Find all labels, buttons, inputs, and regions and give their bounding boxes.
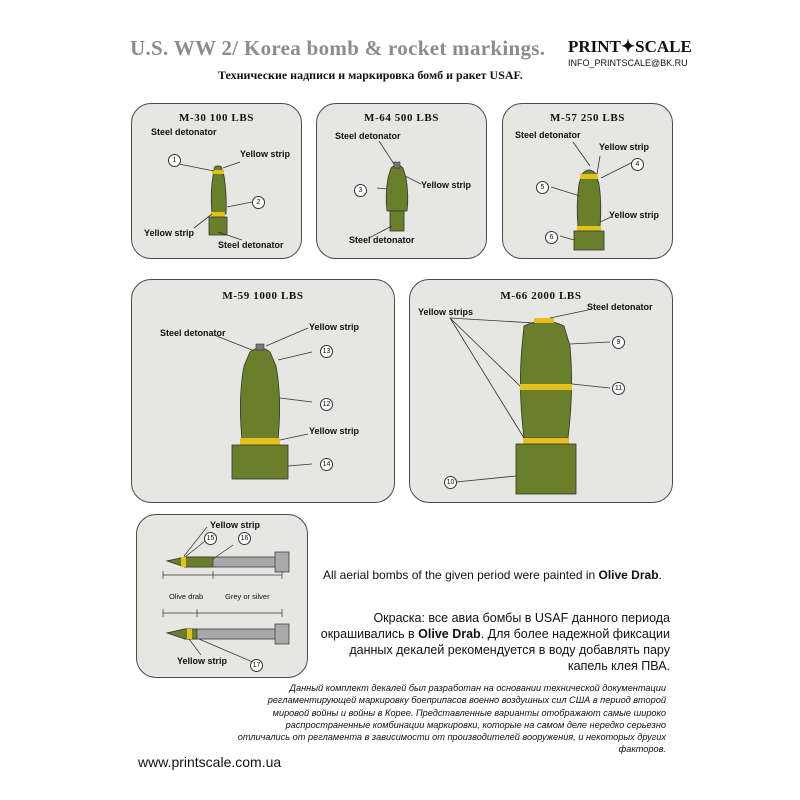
grey-or-silver-label: Grey or silver: [225, 592, 270, 601]
yellow-strip-label: Yellow strip: [609, 210, 660, 220]
panel-title: M-30 100 LBS: [178, 112, 255, 124]
callout-number: 13: [320, 345, 333, 358]
olive-drab-emphasis: Olive Drab: [598, 568, 659, 582]
panel-rocket: [136, 514, 308, 678]
callout-number: 6: [545, 231, 558, 244]
yellow-strip-label: Yellow strip: [421, 180, 472, 190]
page-subtitle: Технические надписи и маркировка бомб и ракет USAF.: [218, 68, 523, 82]
callout-number: 3: [354, 184, 367, 197]
yellow-strip-label: Yellow strip: [210, 520, 261, 530]
panel-m57: [502, 103, 673, 259]
panel-m59: [131, 279, 395, 503]
contact-email: INFO_PRINTSCALE@BK.RU: [568, 58, 688, 68]
panel-m64: [316, 103, 487, 259]
callout-number: 1: [168, 154, 181, 167]
callout-number: 4: [631, 158, 644, 171]
panel-title: M-59 1000 LBS: [222, 290, 304, 302]
yellow-strip-label: Yellow strip: [144, 228, 195, 238]
m59-bomb-drawing: [132, 280, 394, 502]
page-title: U.S. WW 2/ Korea bomb & rocket markings.: [130, 36, 546, 60]
paint-note-russian: Окраска: все авиа бомбы в USAF данного периода окрашивались в Olive Drab. Для более надежной фиксации данных декалей рекомендуется в воду добавлять пару капель клея ПВА.: [320, 611, 670, 673]
yellow-strip-label: Yellow strip: [240, 149, 291, 159]
callout-number: 5: [536, 181, 549, 194]
callout-number: 10: [444, 476, 457, 489]
callout-number: 11: [612, 382, 625, 395]
yellow-strips-label: Yellow strips: [418, 307, 474, 317]
callout-number: 14: [320, 458, 333, 471]
yellow-strip-label: Yellow strip: [177, 656, 228, 666]
olive-drab-label: Olive drab: [169, 592, 204, 601]
olive-drab-emphasis: Olive Drab: [418, 627, 481, 641]
steel-detonator-label: Steel detonator: [335, 131, 401, 141]
yellow-strip-label: Yellow strip: [309, 322, 360, 332]
panel-title: M-66 2000 LBS: [500, 290, 582, 302]
panel-m30: [131, 103, 302, 259]
callout-number: 12: [320, 398, 333, 411]
website-link[interactable]: www.printscale.com.ua: [138, 754, 282, 770]
callout-number: 17: [250, 659, 263, 672]
printscale-logo: PRINT✦SCALE: [568, 37, 692, 56]
callout-number: 16: [238, 532, 251, 545]
rocket-drawing: [137, 515, 307, 677]
steel-detonator-label: Steel detonator: [218, 240, 284, 250]
panel-title: M-57 250 LBS: [549, 112, 626, 124]
steel-detonator-label: Steel detonator: [151, 127, 217, 137]
yellow-strip-label: Yellow strip: [599, 142, 650, 152]
steel-detonator-label: Steel detonator: [587, 302, 653, 312]
callout-number: 2: [252, 196, 265, 209]
disclaimer-text: Данный комплект декалей был разработан на основании технической документации регламентирующей маркировку боеприпасов военно воздушных сил США в период второй мировой войны и войны в Корее. Представленные варианты отображают самые широко распространенные комбинации маркировки, которые на самом деле нередко серьезно отличались от регламента в зависимости от производителей вооружения, и некоторых других факторов.: [237, 683, 666, 755]
steel-detonator-label: Steel detonator: [349, 235, 415, 245]
yellow-strip-label: Yellow strip: [309, 426, 360, 436]
m57-bomb-drawing: [503, 104, 672, 258]
paint-note-english: All aerial bombs of the given period were painted in Olive Drab.: [323, 568, 662, 582]
panel-m66: [409, 279, 673, 503]
callout-number: 15: [204, 532, 217, 545]
panel-title: M-64 500 LBS: [363, 112, 440, 124]
steel-detonator-label: Steel detonator: [515, 130, 581, 140]
callout-number: 9: [612, 336, 625, 349]
steel-detonator-label: Steel detonator: [160, 328, 226, 338]
